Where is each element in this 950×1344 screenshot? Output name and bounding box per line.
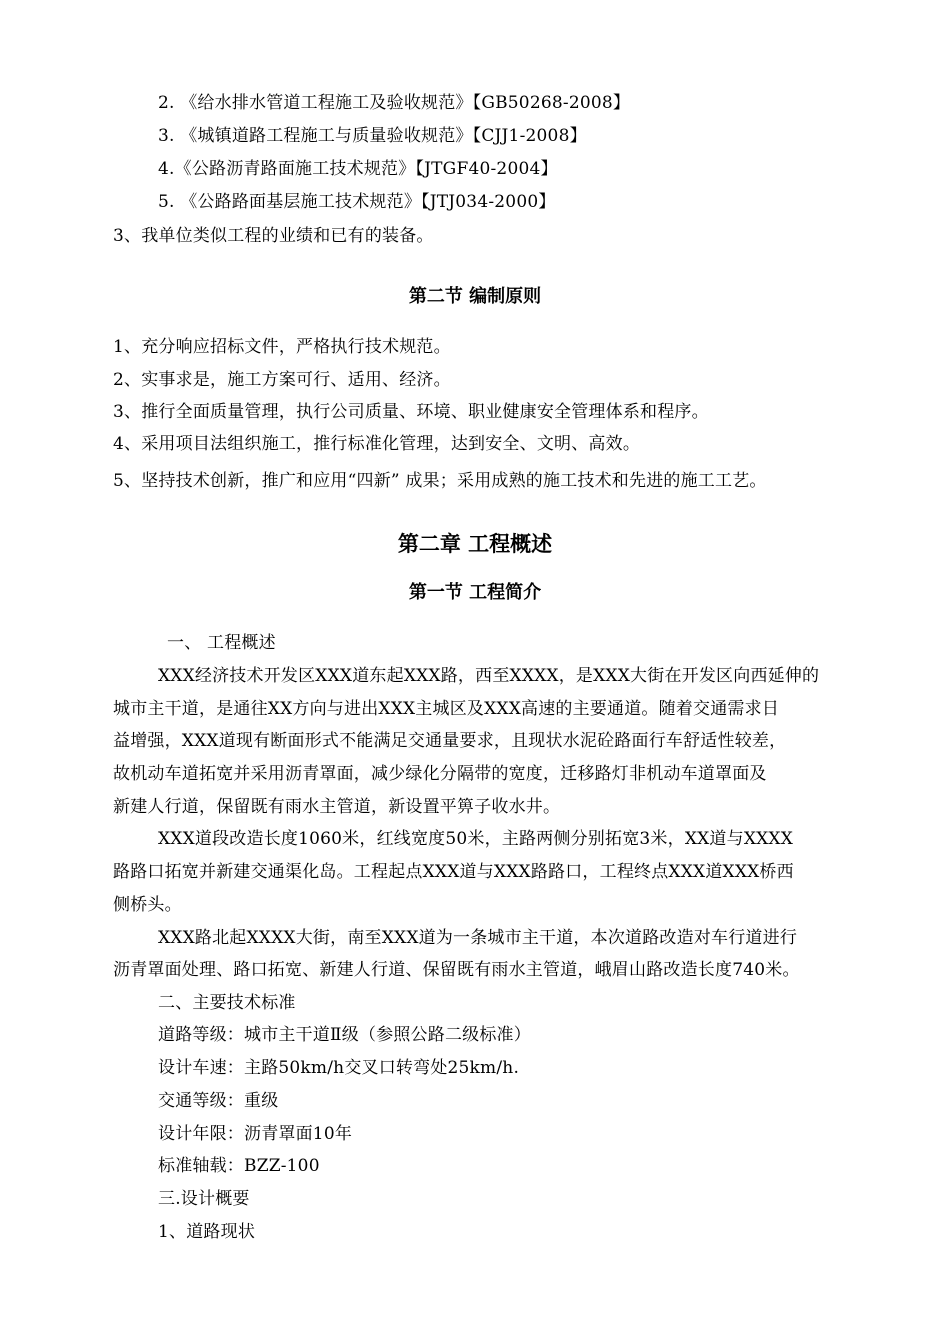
principle-item: 2、实事求是，施工方案可行、适用、经济。 bbox=[113, 370, 451, 390]
overview-heading: 一、 工程概述 bbox=[167, 633, 276, 653]
principle-item: 4、采用项目法组织施工，推行标准化管理，达到安全、文明、高效。 bbox=[113, 434, 641, 454]
basis-item: 3、我单位类似工程的业绩和已有的装备。 bbox=[113, 226, 434, 246]
standard-item: 交通等级：重级 bbox=[158, 1091, 279, 1111]
section-title: 第二节 编制原则 bbox=[408, 286, 542, 307]
principle-item: 5、坚持技术创新，推广和应用“四新” 成果；采用成熟的施工技术和先进的施工工艺。 bbox=[113, 471, 767, 491]
principle-item: 1、充分响应招标文件，严格执行技术规范。 bbox=[113, 337, 451, 357]
principle-item: 3、推行全面质量管理，执行公司质量、环境、职业健康安全管理体系和程序。 bbox=[113, 402, 709, 422]
paragraph-line: 侧桥头。 bbox=[113, 895, 182, 915]
paragraph-line: XXX经济技术开发区XXX道东起XXX路，西至XXXX，是XXX大街在开发区向西延伸的 bbox=[158, 666, 820, 686]
paragraph-line: XXX路北起XXXX大街，南至XXX道为一条城市主干道，本次道路改造对车行道进行 bbox=[158, 928, 798, 948]
paragraph-line: 故机动车道拓宽并采用沥青罩面，减少绿化分隔带的宽度，迁移路灯非机动车道罩面及 bbox=[113, 764, 767, 784]
basis-item: 5. 《公路路面基层施工技术规范》【JTJ034-2000】 bbox=[158, 192, 556, 212]
paragraph-line: 沥青罩面处理、路口拓宽、新建人行道、保留既有雨水主管道，峨眉山路改造长度740米。 bbox=[113, 960, 800, 980]
standard-item: 标准轴载：BZZ-100 bbox=[158, 1156, 320, 1176]
paragraph-line: 城市主干道，是通往XX方向与进出XXX主城区及XXX高速的主要通道。随着交通需求日 bbox=[113, 699, 780, 719]
standards-heading: 二、主要技术标准 bbox=[158, 993, 296, 1013]
basis-item: 3. 《城镇道路工程施工与质量验收规范》【CJJ1-2008】 bbox=[158, 126, 587, 146]
paragraph-line: XXX道段改造长度1060米，红线宽度50米，主路两侧分别拓宽3米，XX道与XXXX bbox=[158, 829, 794, 849]
design-summary-heading: 三.设计概要 bbox=[158, 1189, 250, 1209]
basis-item: 2. 《给水排水管道工程施工及验收规范》【GB50268-2008】 bbox=[158, 93, 631, 113]
standard-item: 设计车速：主路50km/h交叉口转弯处25km/h. bbox=[158, 1058, 520, 1078]
section-title: 第一节 工程简介 bbox=[408, 582, 542, 603]
chapter-title: 第二章 工程概述 bbox=[397, 532, 553, 556]
paragraph-line: 路路口拓宽并新建交通渠化岛。工程起点XXX道与XXX路路口，工程终点XXX道XXX桥西 bbox=[113, 862, 794, 882]
basis-item: 4.《公路沥青路面施工技术规范》【JTGF40-2004】 bbox=[158, 159, 558, 179]
paragraph-line: 益增强，XXX道现有断面形式不能满足交通量要求，且现状水泥砼路面行车舒适性较差， bbox=[113, 731, 787, 751]
standard-item: 设计年限：沥青罩面10年 bbox=[158, 1124, 353, 1144]
design-summary-subheading: 1、道路现状 bbox=[158, 1222, 256, 1242]
standard-item: 道路等级：城市主干道Ⅱ级（参照公路二级标准） bbox=[158, 1025, 531, 1045]
paragraph-line: 新建人行道，保留既有雨水主管道，新设置平箅子收水井。 bbox=[113, 797, 561, 817]
